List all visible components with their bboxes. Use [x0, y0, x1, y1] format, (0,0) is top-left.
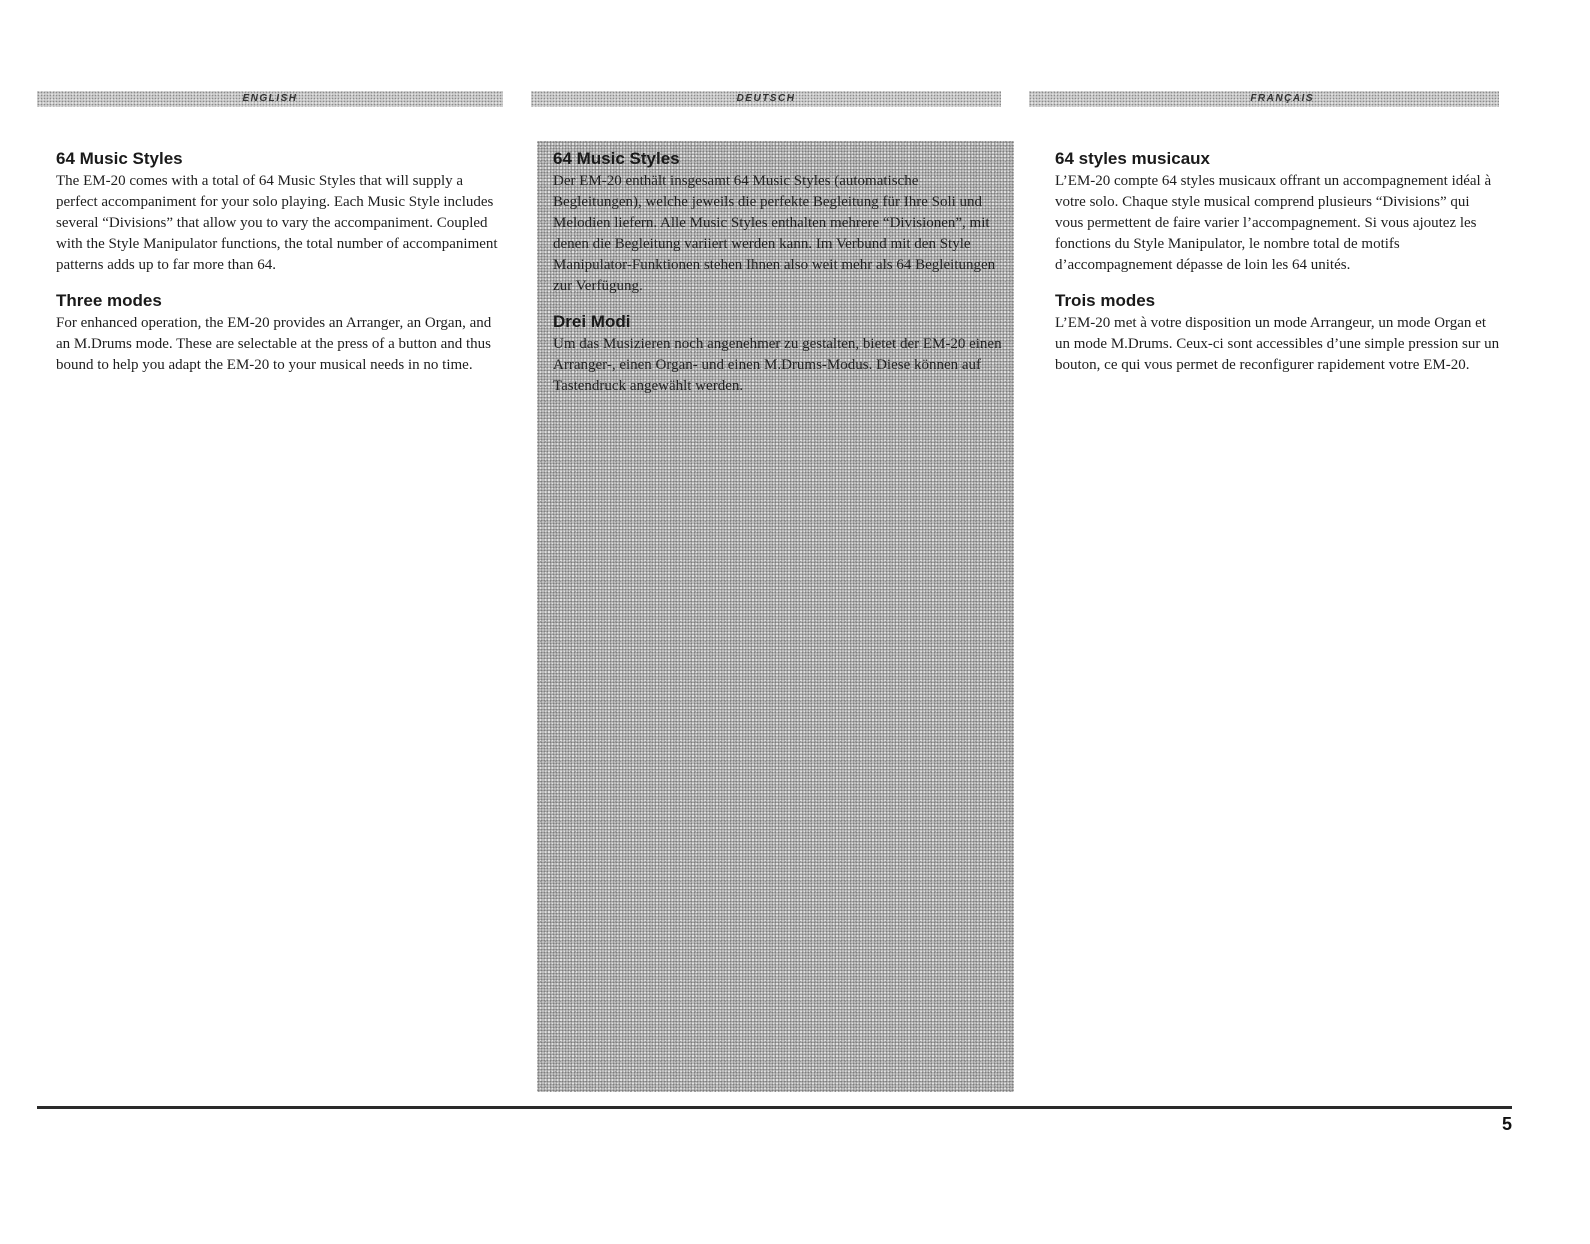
page-number: 5 — [1501, 1114, 1512, 1134]
francais-text-music-styles: L’EM-20 compte 64 styles musicaux offrant un accompagnement idéal à votre solo. Chaque style musical comprend plusieurs “Divisions” qui vous permettent de faire varier l’accompagnement. Si vous ajoutez les fonctions du Style Manipulator, le nombre total de motifs d’accompagnement dépasse de loin les 64 unités. — [1055, 173, 1492, 273]
francais-section-modes — [1055, 290, 1500, 376]
francais-text-modes: L’EM-20 met à votre disposition un mode Arrangeur, un mode Organ et un mode M.Drums. Ceux-ci sont accessibles d’une simple pression sur un bouton, ce qui vous permet de reconfigurer rapidement votre EM-20. — [1055, 315, 1500, 373]
english-text-modes: For enhanced operation, the EM-20 provides an Arranger, an Organ, and an M.Drums mode. These are selectable at the press of a button and thus bound to help you adapt the EM-20 to your musical needs in no time. — [56, 315, 492, 373]
francais-heading-music-styles: 64 styles musicaux — [1055, 149, 1210, 168]
footer-rule — [37, 1106, 1512, 1109]
deutsch-section-modes — [553, 311, 1008, 397]
english-text-music-styles: The EM-20 comes with a total of 64 Music Styles that will supply a perfect accompaniment for your solo playing. Each Music Style includes several “Divisions” that allow you to vary the accompaniment. Coupled with the Style Manipulator functions, the total number of accompaniment patterns adds up to far more than 64. — [56, 173, 498, 273]
deutsch-header-label: DEUTSCH — [736, 93, 796, 104]
english-column — [56, 148, 506, 376]
deutsch-text-music-styles: Der EM-20 enthält insgesamt 64 Music Styles (automatische Begleitungen), welche jeweils die perfekte Begleitung für Ihre Soli und Melodien liefern. Alle Music Styles enthalten mehrere “Divisionen”, mit denen die Begleitung variiert werden kann. Im Verbund mit den Style Manipulator-Funktionen stehen Ihnen also weit mehr als 64 Begleitungen zur Verfügung. — [553, 173, 996, 294]
francais-header-bar — [1029, 91, 1499, 107]
english-header-bar — [37, 91, 503, 107]
francais-column — [1055, 148, 1500, 376]
deutsch-heading-music-styles: 64 Music Styles — [553, 149, 680, 168]
deutsch-heading-modes: Drei Modi — [553, 312, 631, 331]
francais-heading-modes: Trois modes — [1055, 291, 1156, 310]
deutsch-section-music-styles — [553, 148, 1008, 297]
english-section-music-styles — [56, 148, 506, 276]
deutsch-text-modes: Um das Musizieren noch angenehmer zu gestalten, bietet der EM-20 einen Arranger-, einen Organ- und einen M.Drums-Modus. Diese können auf Tastendruck angewählt werden. — [553, 336, 1002, 394]
english-section-modes — [56, 290, 506, 376]
english-heading-music-styles: 64 Music Styles — [56, 149, 183, 168]
francais-section-music-styles — [1055, 148, 1500, 276]
deutsch-column — [553, 148, 1008, 397]
english-header-label: ENGLISH — [242, 93, 298, 104]
deutsch-header-bar — [531, 91, 1001, 107]
english-heading-modes: Three modes — [56, 291, 162, 310]
francais-header-label: FRANÇAIS — [1250, 93, 1314, 104]
